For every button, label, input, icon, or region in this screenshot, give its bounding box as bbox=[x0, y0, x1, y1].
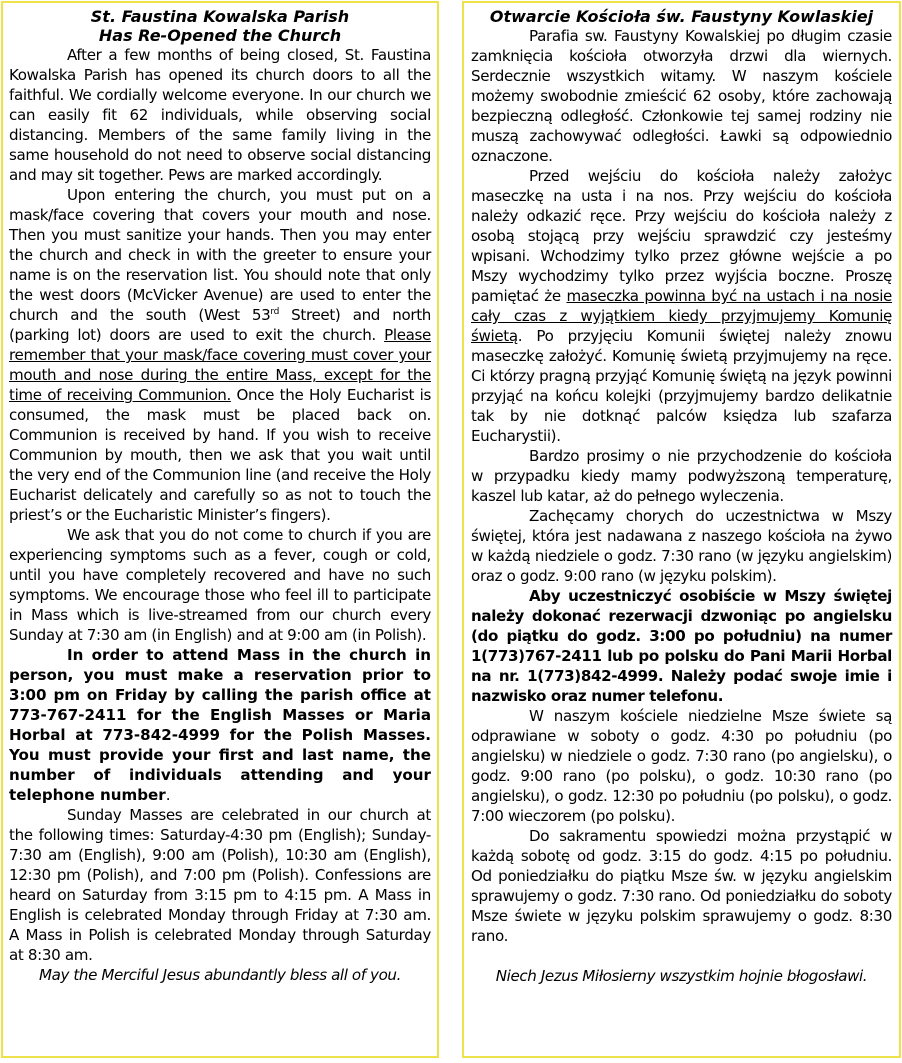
english-paragraph-symptoms: We ask that you do not come to church if you are experiencing symptoms such as a fever, cough or cold, until you have completely recovered and have no such symptoms. We encourage those who feel ill to participate in Mass which is live-streamed from our church every Sunday at 7:30 am (in English) and at 9:00 am (in Polish). bbox=[9, 526, 431, 644]
polish-paragraph-symptoms: Bardzo prosimy o nie przychodzenie do kościoła w przypadku kiedy mamy podwyższoną temperaturę, kaszel lub katar, aż do pełnego wyleczenia. bbox=[471, 447, 892, 505]
english-paragraph-reservation: In order to attend Mass in the church in person, you must make a reservation prior to 3:00 pm on Friday by calling the parish office at 773-767-2411 for the English Masses or Maria Horbal at 773-842-4999 for the Polish Masses. You must provide your first and last name, the number of individuals attending and your telephone number. bbox=[9, 646, 431, 804]
english-announcement-box bbox=[1, 1, 439, 1058]
english-title-line2: Has Re-Opened the Church bbox=[98, 26, 342, 45]
polish-paragraph-reopening: Parafia sw. Faustyny Kowalskiej po długim czasie zamknięcia kościoła otworzyła drzwi dla wiernych. Serdecznie wszystkich witamy. W naszym kościele możemy swobodnie zmieścić 62 osoby, które zachowają bezpieczną odległość. Członkowie tej samej rodziny nie muszą zachowywać odległości. Ławki są odpowiednio oznaczone. bbox=[471, 27, 892, 165]
polish-paragraph-entering: Przed wejściu do kościoła należy założyc maseczkę na usta i na nos. Przy wejściu do kościoła należy odkazić ręce. Przy wejściu do kościoła należy z osobą stojącą przy wejściu sprawdzić czy jesteśmy wpisani. Wchodzimy tylko przez główne wejście a po Mszy wychodzimy tylko przez wyjścia boczne. Proszę pamiętać że maseczka powinna być na ustach i na nosie cały czas z wyjątkiem kiedy przyjmujemy Komunię świetą. Po przyjęciu Komunii świętej należy znowu maseczkę założyć. Komunię świetą przyjmujemy na ręce. Ci którzy pragną przyjąć Komunię świętą na język powinni przyjąć na końcu kolejki (przyjmujemy bardzo delikatnie tak by nie dotknąć palców księdza lub szafarza Eucharystii). bbox=[471, 167, 892, 445]
polish-announcement-box bbox=[462, 1, 901, 1058]
english-mask-notice: Please remember that your mask/face covering must cover your mouth and nose during the entire Mass, except for the time of receiving Communion. bbox=[9, 326, 431, 404]
polish-paragraph-confession: Do sakramentu spowiedzi można przystąpić w każdą sobotę od godz. 3:15 do godz. 4:15 po południu. Od poniedziałku do piątku Msze św. w języku angielskim sprawujemy o godz. 7:30 rano. Od poniedziałku do soboty Msze świete w języku polskim sprawujemy o godz. 8:30 rano. bbox=[471, 827, 892, 945]
english-closing-blessing: May the Merciful Jesus abundantly bless all of you. bbox=[39, 966, 401, 984]
polish-closing-blessing: Niech Jezus Miłosierny wszystkim hojnie błogosławi. bbox=[495, 967, 868, 985]
english-paragraph-reopening: After a few months of being closed, St. Faustina Kowalska Parish has opened its church doors to all the faithful. We cordially welcome everyone. In our church we can easily fit 62 individuals, while observing social distancing. Members of the same family living in the same household do not need to observe social distancing and may sit together. Pews are marked accordingly. bbox=[9, 46, 431, 184]
polish-mask-notice: maseczka powinna być na ustach i na nosie cały czas z wyjątkiem kiedy przyjmujemy Komunię świetą bbox=[471, 287, 892, 345]
english-paragraph-entering: Upon entering the church, you must put on a mask/face covering that covers your mouth and nose. Then you must sanitize your hands. Then you may enter the church and check in with the greeter to ensure your name is on the reservation list. You should note that only the west doors (McVicker Avenue) are used to enter the church and the south (West 53rd Street) and north (parking lot) doors are used to exit the church. Please remember that your mask/face covering must cover your mouth and nose during the entire Mass, except for the time of receiving Communion. Once the Holy Eucharist is consumed, the mask must be placed back on. Communion is received by hand. If you wish to receive Communion by mouth, then we ask that you wait until the very end of the Communion line (and receive the Holy Eucharist delicately and carefully so as not to touch the priest’s or the Eucharistic Minister’s fingers). bbox=[9, 186, 432, 524]
english-title bbox=[9, 7, 431, 45]
english-paragraph-schedule: Sunday Masses are celebrated in our church at the following times: Saturday-4:30 pm (English); Sunday-7:30 am (English), 9:00 am (Polish), 10:30 am (English), 12:30 pm (Polish), and 7:00 pm (Polish). Confessions are heard on Saturday from 3:15 pm to 4:15 pm. A Mass in English is celebrated Monday through Friday at 7:30 am. A Mass in Polish is celebrated Monday through Saturday at 8:30 am. bbox=[9, 806, 431, 964]
polish-title: Otwarcie Kościoła św. Faustyny Kowlaskiej bbox=[489, 7, 874, 26]
polish-paragraph-reservation: Aby uczestniczyć osobiście w Mszy świętej należy dokonać rezerwacji dzwoniąc po angielsku (do piątku do godz. 3:00 po południu) na numer 1(773)767-2411 lub po polsku do Pani Marii Horbal na nr. 1(773)842-4999. Należy podać swoje imie i nazwisko oraz numer telefonu. bbox=[471, 587, 892, 705]
english-title-line1: St. Faustina Kowalska Parish bbox=[90, 7, 350, 26]
polish-paragraph-schedule: W naszym kościele niedzielne Msze świete są odprawiane w soboty o godz. 4:30 po południu (po angielsku) w niedziele o godz. 7:30 rano (po angielsku), o godz. 9:00 rano (po polsku), o godz. 10:30 rano (po angielsku), o godz. 12:30 po południu (po polsku), o godz. 7:00 wieczorem (po polsku). bbox=[471, 707, 892, 825]
polish-paragraph-livestream: Zachęcamy chorych do uczestnictwa w Mszy świętej, która jest nadawana z naszego kościoła na żywo w każdą niedziele o godz. 7:30 rano (w języku angielskim) oraz o godz. 9:00 rano (w języku polskim). bbox=[471, 507, 892, 585]
